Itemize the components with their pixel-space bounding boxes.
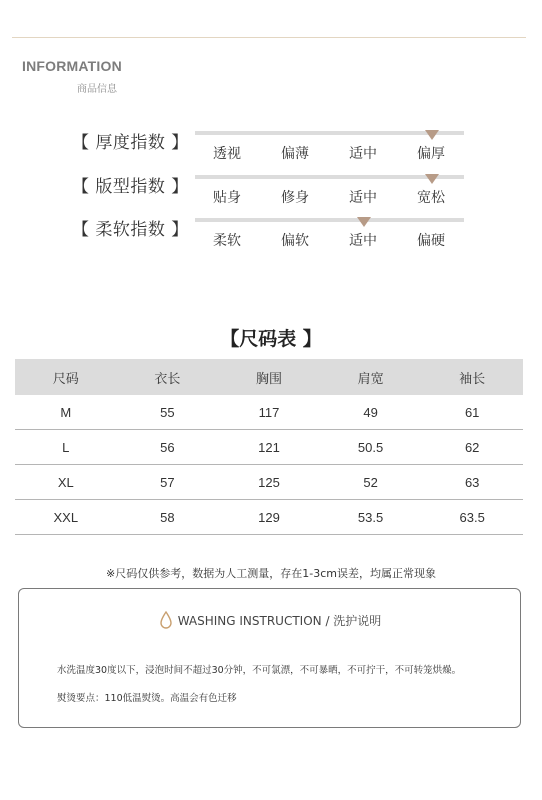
table-cell: 121 bbox=[218, 430, 320, 465]
info-subtitle: 商品信息 bbox=[77, 84, 117, 95]
table-cell: 61 bbox=[421, 395, 523, 430]
washing-line-2: 熨烫要点：110低温熨烫。高温会有色迁移 bbox=[57, 693, 237, 704]
table-cell: 63.5 bbox=[421, 500, 523, 535]
table-cell: 117 bbox=[218, 395, 320, 430]
table-cell: 55 bbox=[117, 395, 219, 430]
table-cell: 63 bbox=[421, 465, 523, 500]
index-row-softness bbox=[0, 215, 542, 255]
table-cell: XXL bbox=[15, 500, 117, 535]
index-option: 偏软 bbox=[281, 233, 309, 249]
index-option: 柔软 bbox=[213, 233, 241, 249]
index-option: 偏厚 bbox=[417, 146, 445, 162]
size-table bbox=[15, 359, 523, 535]
table-cell: 62 bbox=[421, 430, 523, 465]
index-option: 适中 bbox=[349, 233, 377, 249]
table-cell: L bbox=[15, 430, 117, 465]
table-cell: XL bbox=[15, 465, 117, 500]
header-cell: 袖长 bbox=[421, 359, 523, 395]
index-row-fit bbox=[0, 172, 542, 212]
table-cell: 53.5 bbox=[320, 500, 422, 535]
index-option: 偏硬 bbox=[417, 233, 445, 249]
table-cell: 56 bbox=[117, 430, 219, 465]
table-row bbox=[15, 395, 523, 430]
table-cell: 125 bbox=[218, 465, 320, 500]
table-cell: 49 bbox=[320, 395, 422, 430]
index-label: 【 厚度指数 】 bbox=[72, 133, 189, 153]
table-row bbox=[15, 430, 523, 465]
index-row-thickness bbox=[0, 128, 542, 168]
index-bar bbox=[195, 218, 464, 222]
index-option: 宽松 bbox=[417, 190, 445, 206]
index-bar bbox=[195, 131, 464, 135]
index-option: 适中 bbox=[349, 146, 377, 162]
table-row bbox=[15, 500, 523, 535]
header-cell: 肩宽 bbox=[320, 359, 422, 395]
table-row bbox=[15, 465, 523, 500]
index-marker-icon bbox=[425, 174, 439, 184]
washing-heading-text: WASHING INSTRUCTION / 洗护说明 bbox=[177, 614, 382, 628]
info-title: INFORMATION bbox=[22, 58, 122, 74]
washing-heading bbox=[19, 611, 522, 632]
index-label: 【 柔软指数 】 bbox=[72, 220, 189, 240]
header-cell: 衣长 bbox=[117, 359, 219, 395]
header-cell: 胸围 bbox=[218, 359, 320, 395]
size-chart-title: 【尺码表 】 bbox=[220, 328, 322, 350]
table-cell: 52 bbox=[320, 465, 422, 500]
table-cell: 50.5 bbox=[320, 430, 422, 465]
index-option: 适中 bbox=[349, 190, 377, 206]
index-option: 透视 bbox=[213, 146, 241, 162]
table-cell: 57 bbox=[117, 465, 219, 500]
washing-line-1: 水洗温度30度以下，浸泡时间不超过30分钟，不可氯漂，不可暴晒，不可拧干，不可转笼烘燥。 bbox=[57, 665, 462, 676]
size-note: ※尺码仅供参考，数据为人工测量，存在1-3cm误差，均属正常现象 bbox=[106, 567, 436, 580]
table-cell: M bbox=[15, 395, 117, 430]
index-option: 修身 bbox=[281, 190, 309, 206]
table-cell: 129 bbox=[218, 500, 320, 535]
washing-box bbox=[18, 588, 521, 728]
index-label: 【 版型指数 】 bbox=[72, 177, 189, 197]
top-divider bbox=[12, 37, 526, 38]
index-bar bbox=[195, 175, 464, 179]
table-cell: 58 bbox=[117, 500, 219, 535]
index-marker-icon bbox=[357, 217, 371, 227]
index-option: 贴身 bbox=[213, 190, 241, 206]
index-marker-icon bbox=[425, 130, 439, 140]
header-cell: 尺码 bbox=[15, 359, 117, 395]
index-option: 偏薄 bbox=[281, 146, 309, 162]
size-table-header bbox=[15, 359, 523, 395]
water-drop-icon bbox=[160, 611, 172, 632]
